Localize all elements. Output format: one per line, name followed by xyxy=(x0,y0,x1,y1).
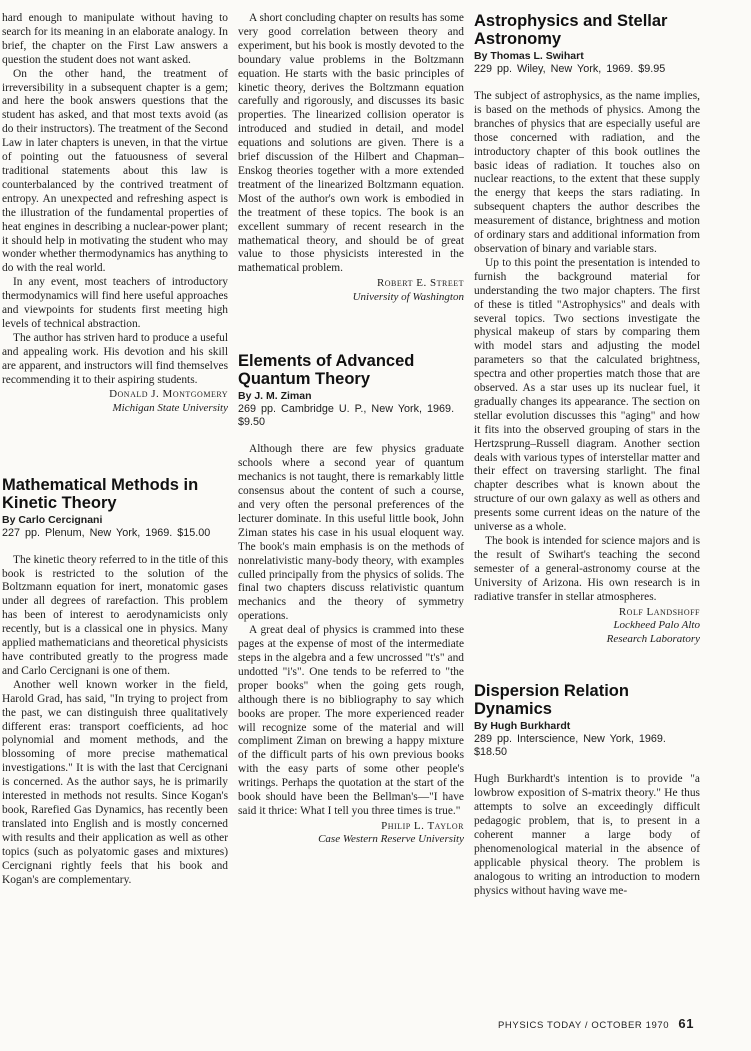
review-header xyxy=(238,352,464,429)
review-author: By Carlo Cercignani xyxy=(2,513,103,526)
review-title: Elements of Advanced Quantum Theory xyxy=(238,352,415,389)
paragraph: The author has striven hard to produce a useful and appealing work. His devotion and his skill are apparent, and instructors will find themselves recommending it to their aspiring students. xyxy=(2,331,228,386)
column-left xyxy=(2,12,228,887)
reviewer-name: Philip L. Taylor xyxy=(381,819,464,832)
review-author: By J. M. Ziman xyxy=(238,390,312,403)
paragraph: Hugh Burkhardt's intention is to provide "a lowbrow exposition of S-matrix theory." He thus attempts to solve an exceedingly difficult pedagogic problem, that is, to present in a coherent manner a large body of phenomenological material in the absence of applicable physical theory. The problem is analogous to writing an introduction to modern physics without having wave me- xyxy=(474,773,700,897)
reviewer-affiliation: Lockheed Palo Alto xyxy=(613,619,700,632)
review-publication-info: 227 pp. Plenum, New York, 1969. $15.00 xyxy=(2,526,211,539)
review-header xyxy=(474,12,700,76)
reviewer-signature xyxy=(474,606,700,647)
paragraph: On the other hand, the treatment of irreversibility in a subsequent chapter is a gem; and here the book answers questions that the student has asked, and that most texts avoid (as do their instructors). The treatment of the Second Law in later chapters is uneven, in that the virtue of pointing out the fatuousness of several traditional statements about this law is counterbalanced by the contrived treatment of entropy. An unexpected and refreshing aspect is the illustration of the fundamental properties of heat engines in describing a nuclear-power plant; it should help in motivating the student who may wonder whether thermodynamics has anything to do with the real world. xyxy=(2,67,228,275)
reviewer-signature xyxy=(2,388,228,415)
paragraph: A great deal of physics is crammed into these pages at the expense of most of the intermediate steps in the algebra and a few uncrossed "t's" and undotted "i's". One tends to be referred to "the proper books" when the going gets rough, although there is no bibliography to say which books are proper. The more experienced reader will recognize some of the material and will compliment Ziman on brewing a happy mixture of the difficult parts of his own previous books with the easy parts of some other people's writings. Perhaps the quotation at the start of the book should have been the Bellman's—"I have said it thrice: What I tell you three times is true." xyxy=(238,624,464,817)
reviewer-affiliation: Michigan State University xyxy=(112,402,228,415)
page-number: 61 xyxy=(678,1016,695,1031)
review-author: By Thomas L. Swihart xyxy=(474,50,584,62)
reviewer-signature xyxy=(238,277,464,304)
review-header xyxy=(2,476,228,540)
paragraph: hard enough to manipulate without having to search for its meaning in an elaborate analogy. In brief, the chapter on the First Law answers a question the student does not want asked. xyxy=(2,12,228,66)
paragraph: The book is intended for science majors and is the result of Swihart's teaching the second semester of a general-astronomy course at the University of Arizona. His own research is in radiative transfer in stellar atmospheres. xyxy=(474,535,700,603)
reviewer-affiliation: University of Washington xyxy=(352,290,464,303)
review-title: Astrophysics and Stellar Astronomy xyxy=(474,12,668,48)
review-publication-info: 289 pp. Interscience, New York, 1969. $18.50 xyxy=(474,733,666,759)
reviewer-affiliation: Research Laboratory xyxy=(606,632,700,645)
paragraph: In any event, most teachers of introductory thermodynamics will find here useful approaches and viewpoints for students first meeting high levels of technical abstraction. xyxy=(2,276,228,330)
review-author: By Hugh Burkhardt xyxy=(474,720,571,733)
paragraph: A short concluding chapter on results has some very good correlation between theory and experiment, but his book is mostly devoted to the boundary value problems in the Boltzmann equation. He starts with the basic principles of kinetic theory, derives the Boltzmann equation carefully and rigorously, and discusses its basic properties. The linearized collision operator is introduced and studied in detail, and model equations and solutions are given. There is a brief discussion of the Hilbert and Chapman–Enskog theories together with a more extended treatment of the linearized Boltzmann equation. Most of the author's own work is embodied in the treatment of these topics. The book is an excellent summary of recent research in the mathematical theory, and should be of great value to those physicists interested in the mathematical problem. xyxy=(238,12,464,275)
review-publication-info: 229 pp. Wiley, New York, 1969. $9.95 xyxy=(474,63,666,75)
review-publication-info: 269 pp. Cambridge U. P., New York, 1969. $9.50 xyxy=(238,403,455,429)
reviewer-affiliation: Case Western Reserve University xyxy=(318,833,464,846)
reviewer-name: Robert E. Street xyxy=(376,277,464,290)
review-title: Dispersion Relation Dynamics xyxy=(474,682,629,719)
paragraph: The kinetic theory referred to in the title of this book is restricted to the solution of the Boltzmann equation for inert, monatomic gases under all degrees of rarefaction. This problem has been of interest to aerodynamicists only recently, but is a classical one in physics. Many applied mathematicians and theoretical physicists have contributed greatly to the progress made and Carlo Cercignani is one of them. xyxy=(2,553,228,677)
reviewer-signature xyxy=(238,820,464,847)
reviewer-name: Donald J. Montgomery xyxy=(109,388,228,401)
reviewer-name: Rolf Landshoff xyxy=(618,605,700,618)
paragraph: Although there are few physics graduate schools where a second year of quantum mechanics is not taught, there is remarkably little consensus about the content of such a course, and very often the personal preferences of the lecturer dominate. In this useful little book, John Ziman states his case in his usual eloquent way. The book's main emphasis is on the methods of nonrelativistic many-body theory, with examples culled principally from the physics of solids. The final two chapters discuss relativistic quantum mechanics and the theory of symmetry operations. xyxy=(238,443,464,623)
paragraph: Up to this point the presentation is intended to furnish the background material for understanding the two major chapters. The first of these is titled "Astrophysics" and deals with several topics. Two sections investigate the physical makeup of stars by comparing them with model stars and adjusting the model parameters so that the calculated brightness, spectra and other properties match those that are observed. As a star uses up its nuclear fuel, it gradually changes its appearance. The section on stellar evolution discusses this "aging" and how it fits into the observed grouping of stars in the Hertzsprung–Russell diagram. Another section deals with various types of interstellar matter and their effect on traversing starlight. The final chapter describes what is known about the structure of our own galaxy as well as others and presents some current ideas on the nature of the universe as a whole. xyxy=(474,256,700,534)
column-right xyxy=(474,12,700,898)
page-footer xyxy=(498,1016,694,1031)
review-header xyxy=(474,682,700,759)
review-title: Mathematical Methods in Kinetic Theory xyxy=(2,475,199,512)
paragraph: Another well known worker in the field, Harold Grad, has said, "In trying to project from the past, we can distinguish three qualitatively different eras: transport coefficients, ad hoc polynomial and moment methods, and the blossoming of more precise mathematical investigations." It is with the last that Cercignani is concerned. As the author says, he is primarily interested in methods not results. Since Kogan's book, Rarefied Gas Dynamics, has recently been translated into English and is mostly concerned with results and their application as well as other topics (such as polyatomic gases and mixtures) Cercignani rightly feels that his book and Kogan's are complementary. xyxy=(2,678,228,886)
journal-issue: PHYSICS TODAY / OCTOBER 1970 xyxy=(498,1020,670,1031)
column-middle xyxy=(238,12,464,847)
paragraph: The subject of astrophysics, as the name implies, is based on the methods of physics. Among the branches of physics that are especially useful are those concerned with radiation, and the introductory chapter of this book outlines the basic ideas of radiation. It touches also on nuclear reactions, to the extent that these supply the energy that keeps the stars radiating. In subsequent chapters the author describes the measurement of distance, brightness and motion of ordinary stars and additional information from observation of binary and variable stars. xyxy=(474,90,700,255)
